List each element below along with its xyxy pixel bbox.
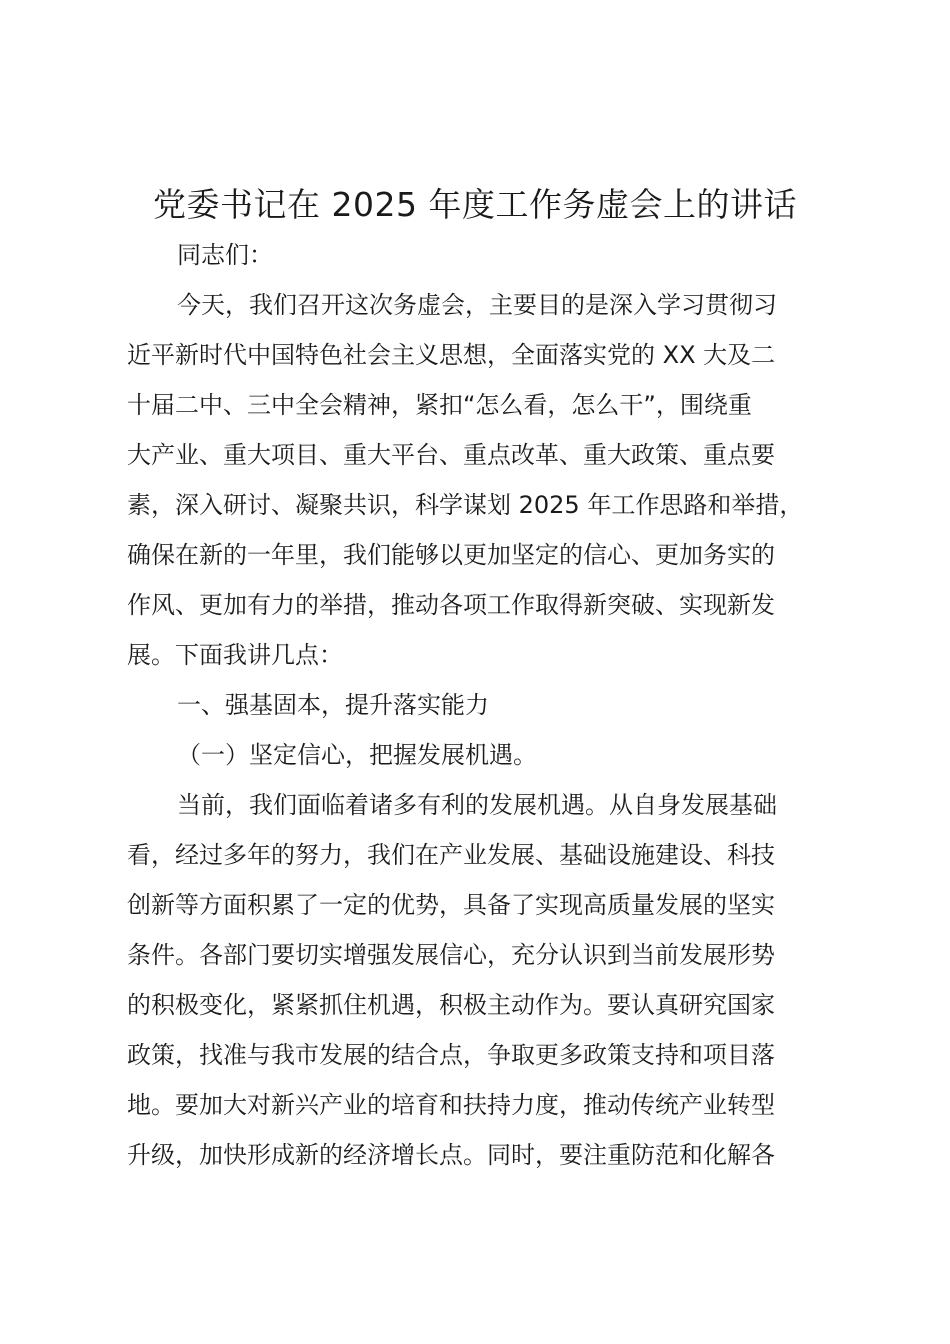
paragraph-line: 今天，我们召开这次务虚会，主要目的是深入学习贯彻习 xyxy=(177,291,777,319)
paragraph-line: 十届二中、三中全会精神，紧扣“怎么看，怎么干”，围绕重 xyxy=(127,391,752,419)
paragraph-line: 素，深入研讨、凝聚共识，科学谋划 2025 年工作思路和举措， xyxy=(127,491,804,519)
paragraph-line: 条件。各部门要切实增强发展信心，充分认识到当前发展形势 xyxy=(127,941,775,969)
paragraph-line: 近平新时代中国特色社会主义思想，全面落实党的 XX 大及二 xyxy=(127,341,776,369)
paragraph-line: 确保在新的一年里，我们能够以更加坚定的信心、更加务实的 xyxy=(127,541,775,569)
document-title: 党委书记在 2025 年度工作务虚会上的讲话 xyxy=(153,185,797,224)
paragraph-line: 的积极变化，紧紧抓住机遇，积极主动作为。要认真研究国家 xyxy=(127,991,775,1019)
paragraph-line: 大产业、重大项目、重大平台、重点改革、重大政策、重点要 xyxy=(127,441,775,469)
paragraph-line: 升级，加快形成新的经济增长点。同时，要注重防范和化解各 xyxy=(127,1141,775,1169)
paragraph-line: 当前，我们面临着诸多有利的发展机遇。从自身发展基础 xyxy=(177,791,777,819)
paragraph-line: 作风、更加有力的举措，推动各项工作取得新突破、实现新发 xyxy=(127,591,775,619)
paragraph-line: 展。下面我讲几点： xyxy=(127,641,343,669)
subsection-heading: （一）坚定信心，把握发展机遇。 xyxy=(177,741,537,769)
paragraph-line: 地。要加大对新兴产业的培育和扶持力度，推动传统产业转型 xyxy=(127,1091,775,1119)
section-heading: 一、强基固本，提升落实能力 xyxy=(177,691,489,719)
paragraph-line: 政策，找准与我市发展的结合点，争取更多政策支持和项目落 xyxy=(127,1041,775,1069)
salutation: 同志们： xyxy=(177,241,273,269)
paragraph-line: 创新等方面积累了一定的优势，具备了实现高质量发展的坚实 xyxy=(127,891,775,919)
paragraph-line: 看，经过多年的努力，我们在产业发展、基础设施建设、科技 xyxy=(127,841,775,869)
